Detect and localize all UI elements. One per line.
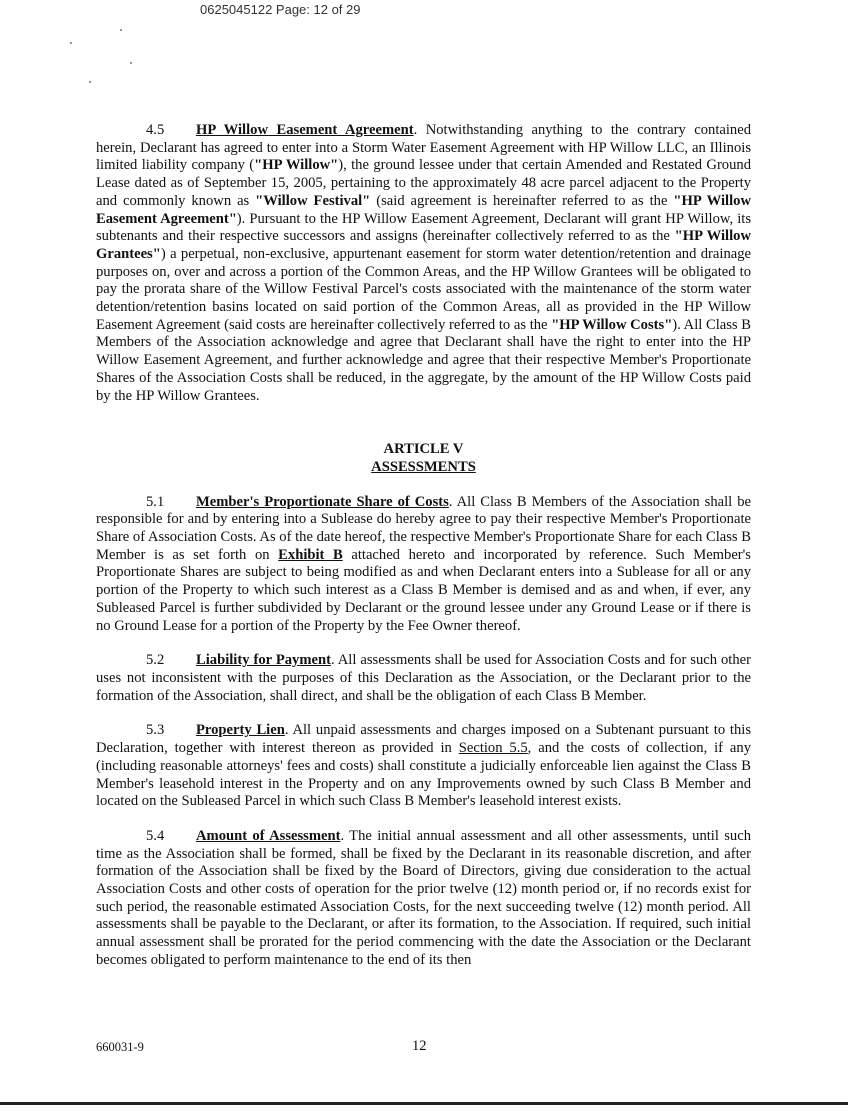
- page-number: 12: [412, 1038, 427, 1054]
- section-number: 5.4: [146, 827, 165, 844]
- section-text: ), the ground lessee under that certain Amended and Restated Ground Lease dated as of September 15, 2005, pertaining to the approximately 48 acre parcel adjacent to the Property and commonly known as: [96, 157, 751, 209]
- document-body: [96, 122, 751, 970]
- scan-bottom-border: [0, 1102, 848, 1105]
- section-text: ). All Class B Members of the Association acknowledge and agree that Declarant shall have the right to enter into the HP Willow Easement Agreement, and further acknowledge and agree that their respective Member's Proportionate Shares of the Association Costs shall be reduced, in the aggregate, by the amount of the HP Willow Costs paid by the HP Willow Grantees.: [96, 316, 751, 404]
- article-title: [96, 459, 751, 477]
- section-heading: Amount of Assessment: [196, 827, 341, 844]
- scan-speck: [70, 42, 72, 44]
- section-number: 5.1: [146, 493, 165, 510]
- section-number: 5.3: [146, 722, 165, 739]
- document-id: 660031-9: [96, 1040, 144, 1054]
- section-5-4: [96, 828, 751, 970]
- scan-speck: [130, 62, 132, 64]
- section-text: . All unpaid assessments and charges imposed on a Subtenant pursuant to this Declaration, together with interest thereon as provided in: [96, 722, 751, 757]
- section-number: 5.2: [146, 652, 165, 669]
- section-5-2: [96, 652, 751, 705]
- section-text: , and the costs of collection, if any (including reasonable attorneys' fees and costs) shall constitute a judicially enforceable lien against the Class B Member's leasehold interest in the Property and on any Improvements owned by such Class B Member and located on the Subleased Parcel in which such Class B Member's leasehold interest exists.: [96, 740, 752, 810]
- defined-term: "Willow Festival": [255, 192, 371, 209]
- section-text: (said agreement is hereinafter referred to as the: [370, 192, 674, 209]
- section-text: . Notwithstanding anything to the contrary contained herein, Declarant has agreed to enter into a Storm Water Easement Agreement with HP Willow LLC, an Illinois limited liability company (: [96, 122, 751, 174]
- defined-term: "HP Willow Costs": [551, 316, 673, 333]
- section-text: attached hereto and incorporated by reference. Such Member's Proportionate Shares are subject to being modified as and when Declarant enters into a Sublease for all or any portion of the Property to which such interest as a Class B Member is demised and as and when, if ever, any Subleased Parcel is further subdivided by Declarant or the ground lessee under any Ground Lease or if there is no Ground Lease for a portion of the Property by the Fee Owner thereof.: [96, 546, 751, 634]
- defined-term: "HP Willow Easement Agreement": [96, 192, 751, 227]
- exhibit-reference: Exhibit B: [278, 546, 343, 563]
- section-text: ). Pursuant to the HP Willow Easement Agreement, Declarant will grant HP Willow, its subtenants and their respective successors and assigns (hereinafter collectively referred to as the: [96, 210, 751, 245]
- section-text: . The initial annual assessment and all other assessments, until such time as the Association shall be formed, shall be fixed by the Declarant in its reasonable discretion, and after formation of the Association shall be fixed by the Board of Directors, giving due consideration to the actual Association Costs and other costs of operation for the prior twelve (12) month period or, if no records exist for such period, the reasonable estimated Association Costs, for the next succeeding twelve (12) month period. All assessments shall be payable to the Declarant, or after its formation, to the Association. If required, such initial annual assessment shall be prorated for the period commencing with the date the Association or the Declarant becomes obligated to perform maintenance to the end of its then: [96, 827, 751, 968]
- section-heading: HP Willow Easement Agreement: [196, 122, 414, 138]
- recording-stamp: 0625045122 Page: 12 of 29: [200, 2, 361, 17]
- section-4-5: [96, 122, 751, 405]
- section-5-3: [96, 722, 751, 811]
- section-text: . All Class B Members of the Association shall be responsible for and by entering into a Sublease do hereby agree to pay their respective Member's Proportionate Share of Association Costs. As of the date hereof, the respective Member's Proportionate Share for each Class B Member is as set forth on: [96, 493, 751, 563]
- defined-term: "HP Willow Grantees": [96, 228, 751, 262]
- section-5-1: [96, 494, 751, 636]
- section-number: 4.5: [146, 122, 165, 138]
- section-heading: Property Lien: [196, 722, 285, 739]
- scan-speck: [89, 81, 91, 83]
- section-heading: Liability for Payment: [196, 652, 331, 669]
- section-text: . All assessments shall be used for Association Costs and for such other uses not inconsistent with the purposes of this Declaration as the Association, or the Declarant prior to the formation of the Association, shall direct, and shall be the obligation of each Class B Member.: [96, 652, 751, 704]
- article-label: ARTICLE V: [383, 441, 464, 458]
- section-text: ) a perpetual, non-exclusive, appurtenant easement for storm water detention/retention and drainage purposes on, over and across a portion of the Common Areas, and the HP Willow Grantees will be obligated to pay the prorata share of the Willow Festival Parcel's costs associated with the maintenance of the storm water detention/retention basins located on said portion of the Common Areas, all as provided in the HP Willow Easement Agreement (said costs are hereinafter collectively referred to as the: [96, 245, 751, 333]
- defined-term: "HP Willow": [254, 157, 339, 174]
- section-reference: Section 5.5: [458, 740, 528, 757]
- section-heading: Member's Proportionate Share of Costs: [196, 493, 449, 510]
- scan-speck: [120, 29, 122, 31]
- article-title-text: ASSESSMENTS: [371, 458, 476, 475]
